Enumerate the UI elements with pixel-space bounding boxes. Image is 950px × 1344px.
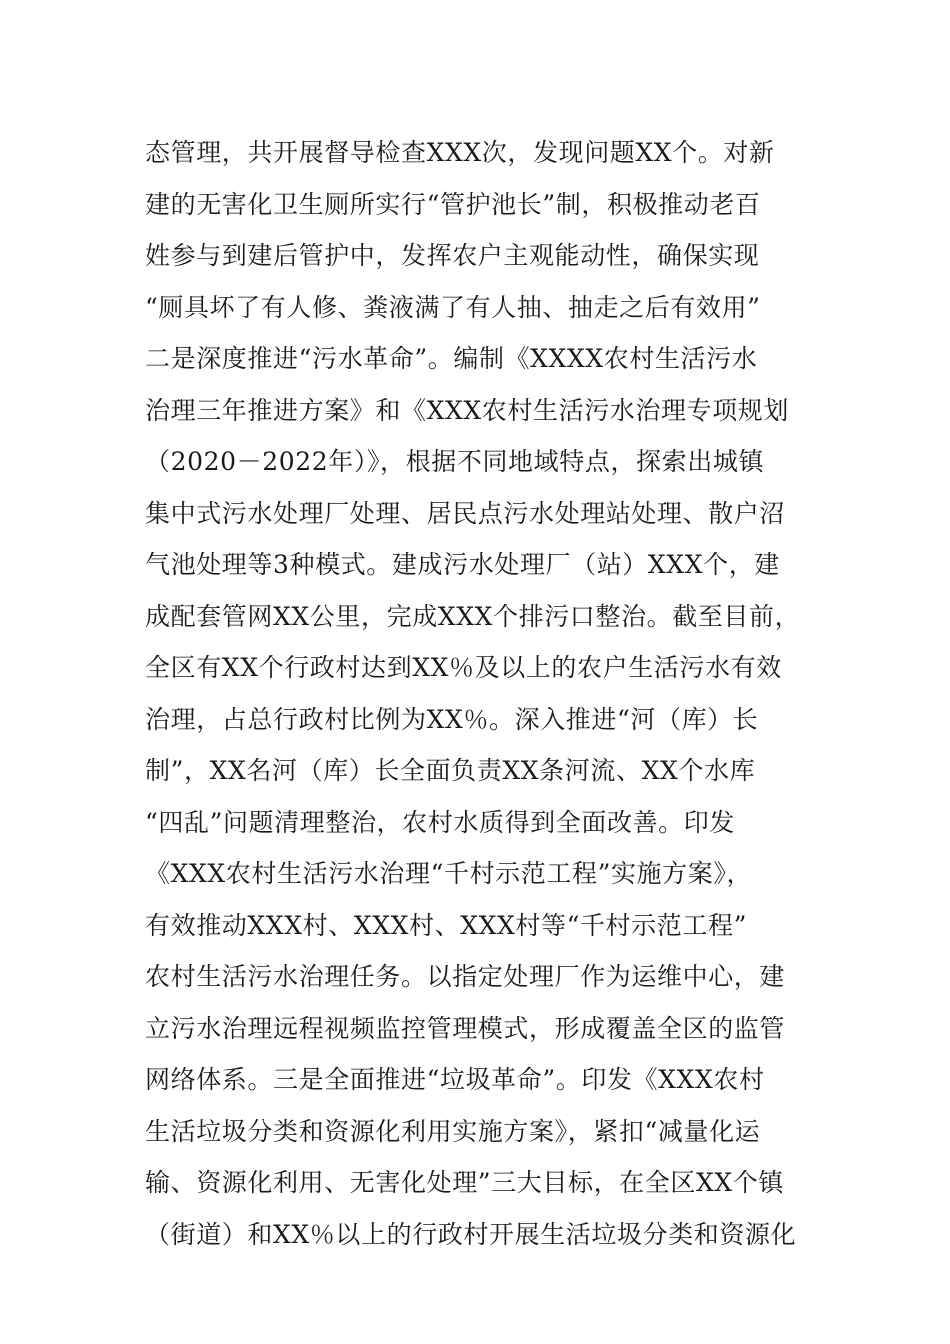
text-line-7: （2020－2022年）》，根据不同地域特点，探索出城镇: [145, 447, 765, 476]
text-line-13: 制”，XX名河（库）长全面负责XX条河流、XX个水库: [145, 756, 756, 785]
text-line-18: 立污水治理远程视频监控管理模式，形成覆盖全区的监管: [145, 1013, 786, 1043]
text-line-5: 二是深度推进“污水革命”。编制《XXXX农村生活污水: [145, 344, 758, 373]
text-line-14: “四乱”问题清理整治，农村水质得到全面改善。印发: [145, 807, 735, 837]
text-line-8: 集中式污水处理厂处理、居民点污水处理站处理、散户沼: [145, 498, 786, 528]
text-line-12: 治理，占总行政村比例为XX％。深入推进“河（库）长: [145, 704, 759, 734]
text-line-2: 建的无害化卫生厕所实行“管护池长”制，积极推动老百: [145, 189, 761, 219]
text-line-1: 态管理，共开展督导检查XXX次，发现问题XX个。对新: [145, 138, 775, 167]
text-line-9: 气池处理等3种模式。建成污水处理厂（站）XXX个，建: [145, 550, 780, 579]
text-line-20: 生活垃圾分类和资源化利用实施方案》，紧扣“减量化运: [145, 1116, 761, 1146]
text-line-19: 网络体系。三是全面推进“垃圾革命”。印发《XXX农村: [145, 1065, 765, 1094]
text-line-4: “厕具坏了有人修、粪液满了有人抽、抽走之后有效用”: [145, 292, 761, 322]
text-line-21: 输、资源化利用、无害化处理”三大目标，在全区XX个镇: [145, 1168, 784, 1197]
text-line-6: 治理三年推进方案》和《XXX农村生活污水治理专项规划: [145, 395, 789, 425]
text-line-22: （街道）和XX％以上的行政村开展生活垃圾分类和资源化: [145, 1219, 797, 1249]
text-line-17: 农村生活污水治理任务。以指定处理厂作为运维中心，建: [145, 962, 786, 991]
text-line-15: 《XXX农村生活污水治理“千村示范工程”实施方案》，: [145, 859, 753, 888]
body-text: [145, 127, 815, 1260]
text-line-16: 有效推动XXX村、XXX村、XXX村等“千村示范工程”: [145, 910, 747, 940]
text-line-11: 全区有XX个行政村达到XX％及以上的农户生活污水有效: [145, 653, 782, 682]
text-line-3: 姓参与到建后管护中，发挥农户主观能动性，确保实现: [145, 241, 760, 270]
text-line-10: 成配套管网XX公里，完成XXX个排污口整治。截至目前，: [145, 601, 801, 631]
